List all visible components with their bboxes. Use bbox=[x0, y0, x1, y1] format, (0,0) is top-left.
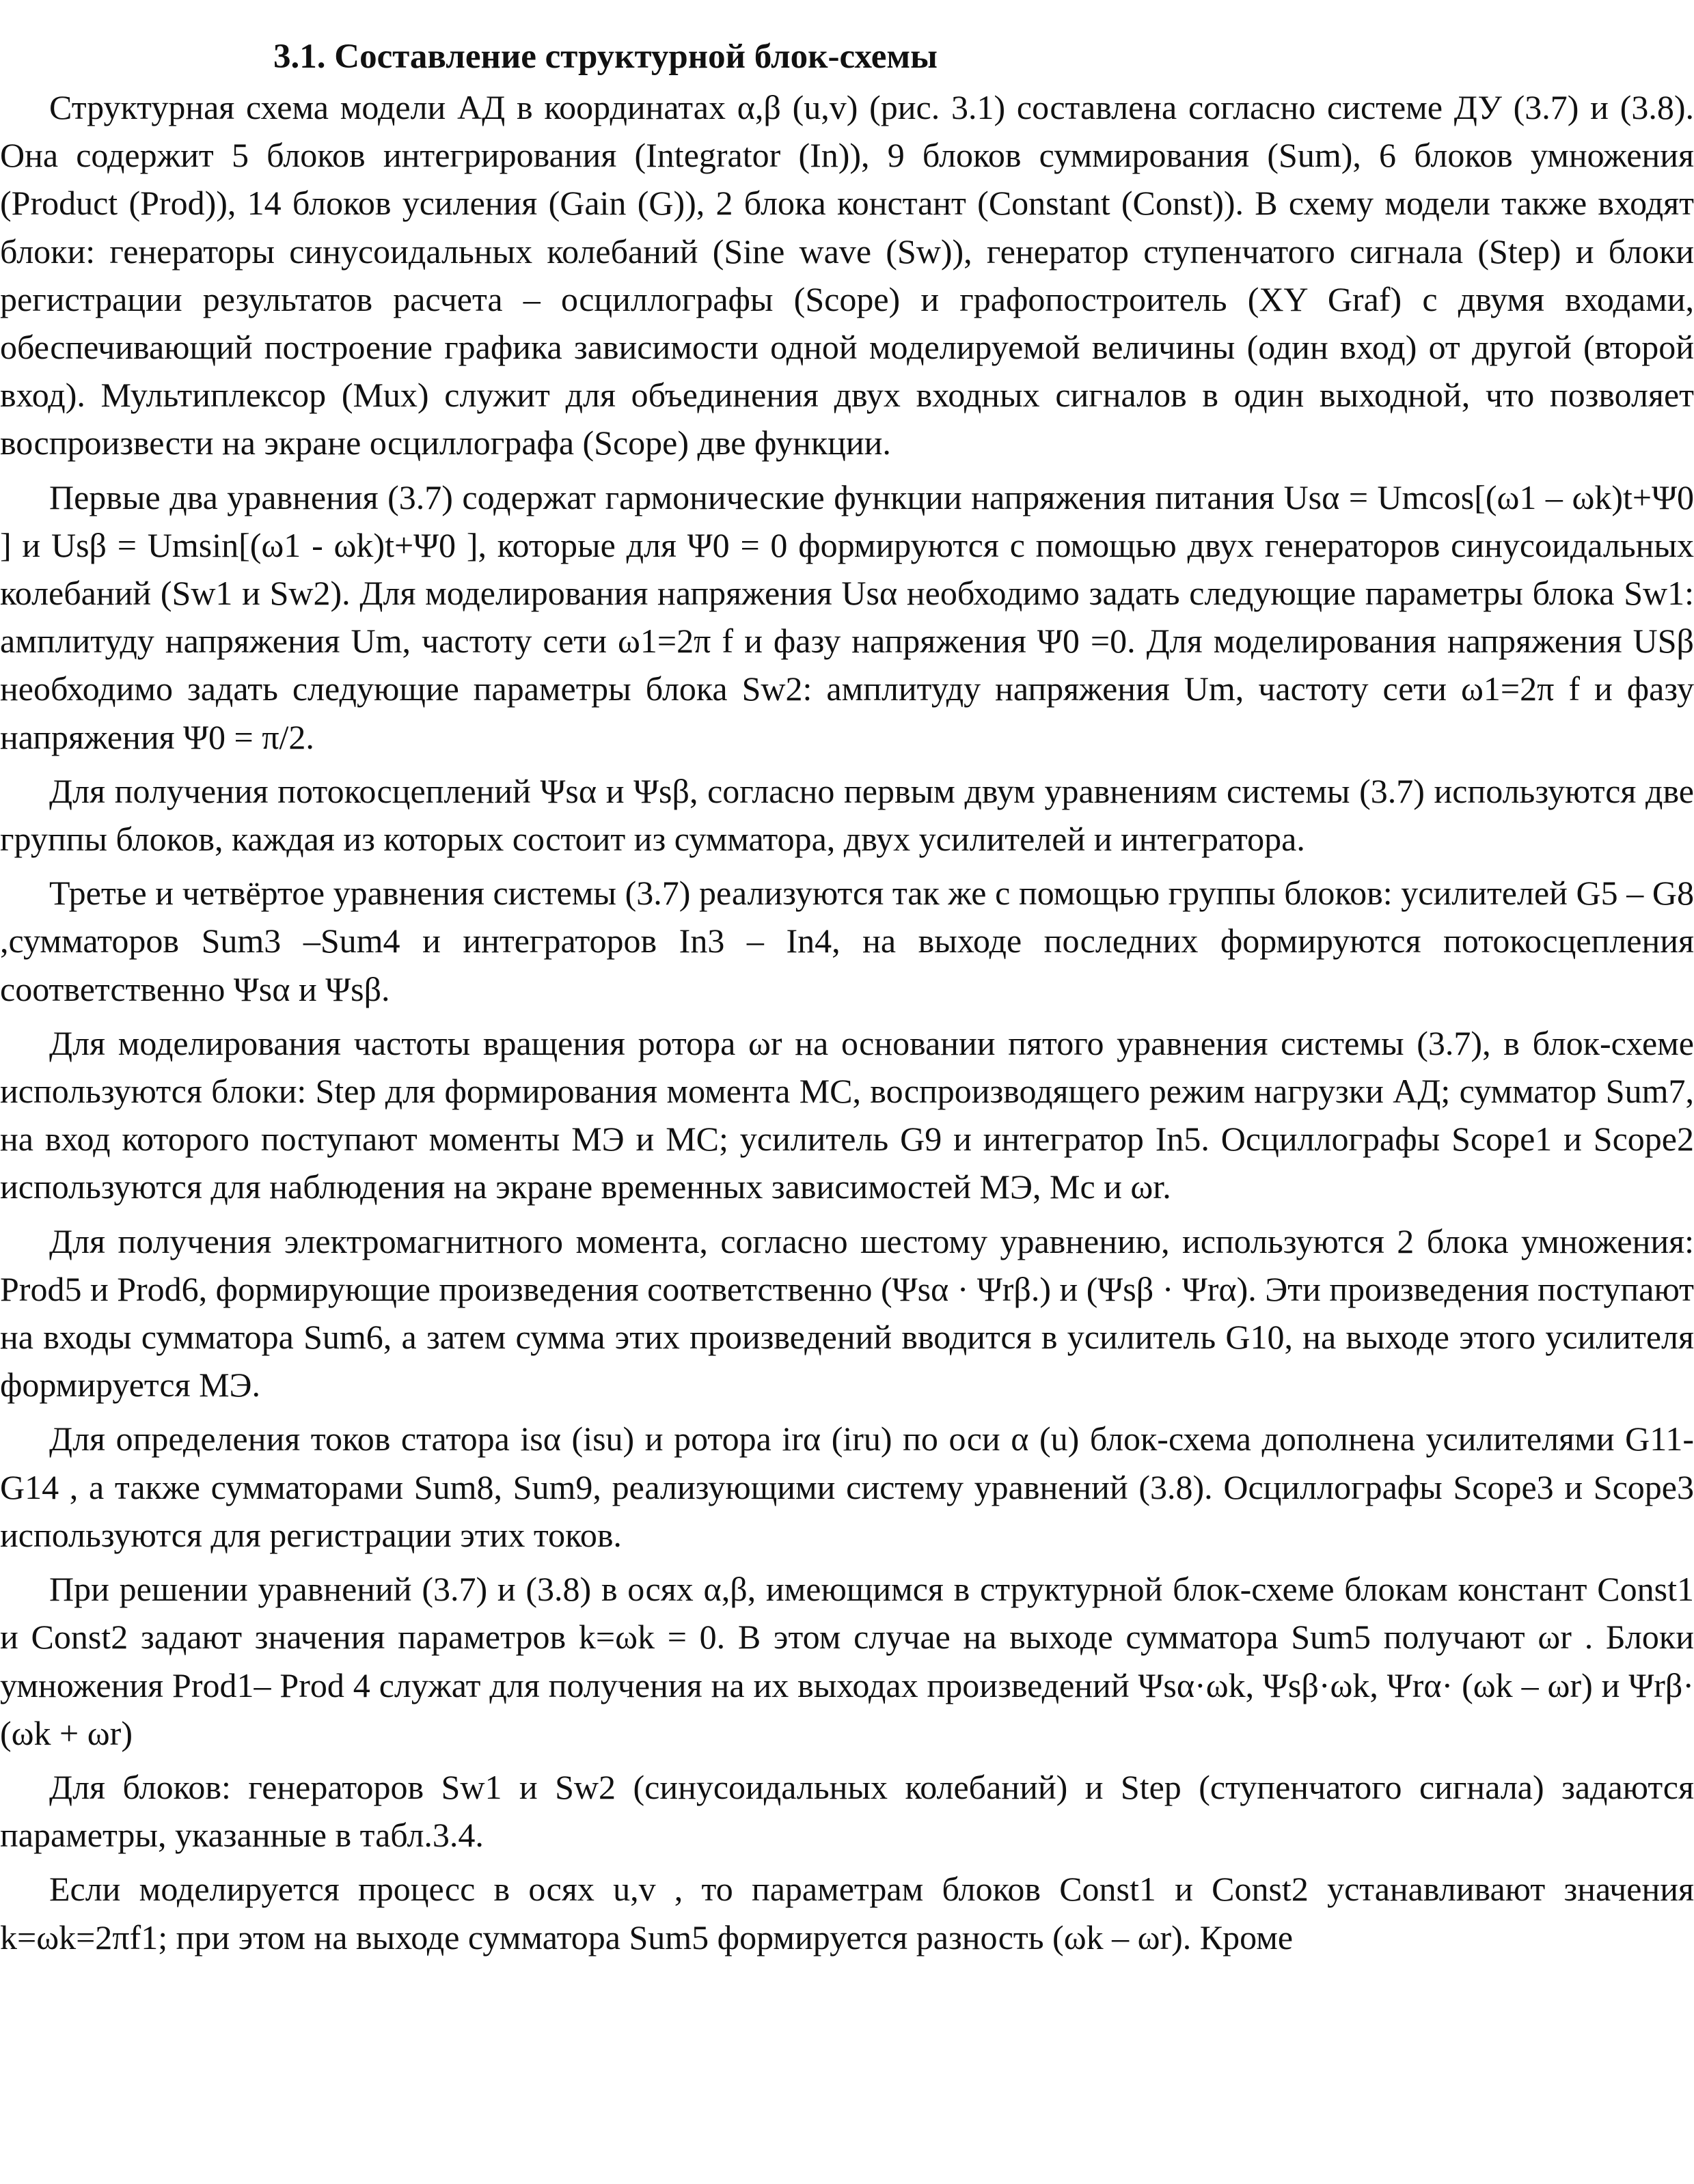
paragraph: Первые два уравнения (3.7) содержат гармонические функции напряжения питания Usα = Umcos[(ω1 – ωk)t+Ψ0 ] и Usβ = Umsin[(ω1 - ωk)t+Ψ0 ], которые для Ψ0 = 0 формируются с помощью двух генераторов синусоидальных колебаний (Sw1 и Sw2). Для моделирования напряжения Usα необходимо задать следующие параметры блока Sw1: амплитуду напряжения Um, частоту сети ω1=2π f и фазу напряжения Ψ0 =0. Для моделирования напряжения USβ необходимо задать следующие параметры блока Sw2: амплитуду напряжения Um, частоту сети ω1=2π f и фазу напряжения Ψ0 = π/2. bbox=[0, 478, 1694, 756]
paragraph: Для блоков: генераторов Sw1 и Sw2 (синусоидальных колебаний) и Step (ступенчатого сигнала) задаются параметры, указанные в табл.3.4. bbox=[0, 1767, 1694, 1855]
paragraph: Если моделируется процесс в осях u,v , то параметрам блоков Const1 и Const2 устанавливают значения k=ωk=2πf1; при этом на выходе сумматора Sum5 формируется разность (ωk – ωr). Кроме bbox=[0, 1870, 1694, 1957]
paragraph: Для моделирования частоты вращения ротора ωr на основании пятого уравнения системы (3.7), в блок-схеме используются блоки: Step для формирования момента МС, воспроизводящего режим нагрузки АД; сумматор Sum7, на вход которого поступают моменты МЭ и МС; усилитель G9 и интегратор In5. Осциллографы Scope1 и Scope2 используются для наблюдения на экране временных зависимостей МЭ, Мс и ωr. bbox=[0, 1023, 1694, 1206]
paragraph: Для получения потокосцеплений Ψsα и Ψsβ, согласно первым двум уравнениям системы (3.7) используются две группы блоков, каждая из которых состоит из сумматора, двух усилителей и интегратора. bbox=[0, 771, 1694, 859]
section-heading: 3.1. Составление структурной блок-схемы bbox=[273, 38, 938, 76]
paragraph: При решении уравнений (3.7) и (3.8) в осях α,β, имеющимся в структурной блок-схеме блокам констант Const1 и Const2 задают значения параметров k=ωk = 0. В этом случае на выходе сумматора Sum5 получают ωr . Блоки умножения Prod1– Prod 4 служат для получения на их выходах произведений Ψsα·ωk, Ψsβ·ωk, Ψrα· (ωk – ωr) и Ψrβ· (ωk + ωr) bbox=[0, 1570, 1694, 1752]
paragraph: Для определения токов статора isα (isu) и ротора irα (iru) по оси α (u) блок-схема дополнена усилителями G11- G14 , а также сумматорами Sum8, Sum9, реализующими систему уравнений (3.8). Осциллографы Scope3 и Scope3 используются для регистрации этих токов. bbox=[0, 1420, 1694, 1554]
paragraph: Для получения электромагнитного момента, согласно шестому уравнению, используются 2 блока умножения: Prod5 и Prod6, формирующие произведения соответственно (Ψsα · Ψrβ.) и (Ψsβ · Ψrα). Эти произведения поступают на входы сумматора Sum6, а затем сумма этих произведений вводится в усилитель G10, на выходе этого усилителя формируется МЭ. bbox=[0, 1221, 1694, 1405]
paragraph: Третье и четвёртое уравнения системы (3.7) реализуются так же с помощью группы блоков: усилителей G5 – G8 ,сумматоров Sum3 –Sum4 и интеграторов In3 – In4, на выходе последних формируются потокосцепления соответственно Ψsα и Ψsβ. bbox=[0, 874, 1694, 1008]
paragraph: Структурная схема модели АД в координатах α,β (u,v) (рис. 3.1) составлена согласно системе ДУ (3.7) и (3.8). Она содержит 5 блоков интегрирования (Integrator (In)), 9 блоков суммирования (Sum), 6 блоков умножения (Product (Prod)), 14 блоков усиления (Gain (G)), 2 блока констант (Constant (Const)). В схему модели также входят блоки: генераторы синусоидальных колебаний (Sine wave (Sw)), генератор ступенчатого сигнала (Step) и блоки регистрации результатов расчета – осциллографы (Scope) и графопостроитель (XY Graf) с двумя входами, обеспечивающий построение графика зависимости одной моделируемой величины (один вход) от другой (второй вход). Мультиплексор (Mux) служит для объединения двух входных сигналов в один выходной, что позволяет воспроизвести на экране осциллографа (Scope) две функции. bbox=[0, 88, 1694, 462]
